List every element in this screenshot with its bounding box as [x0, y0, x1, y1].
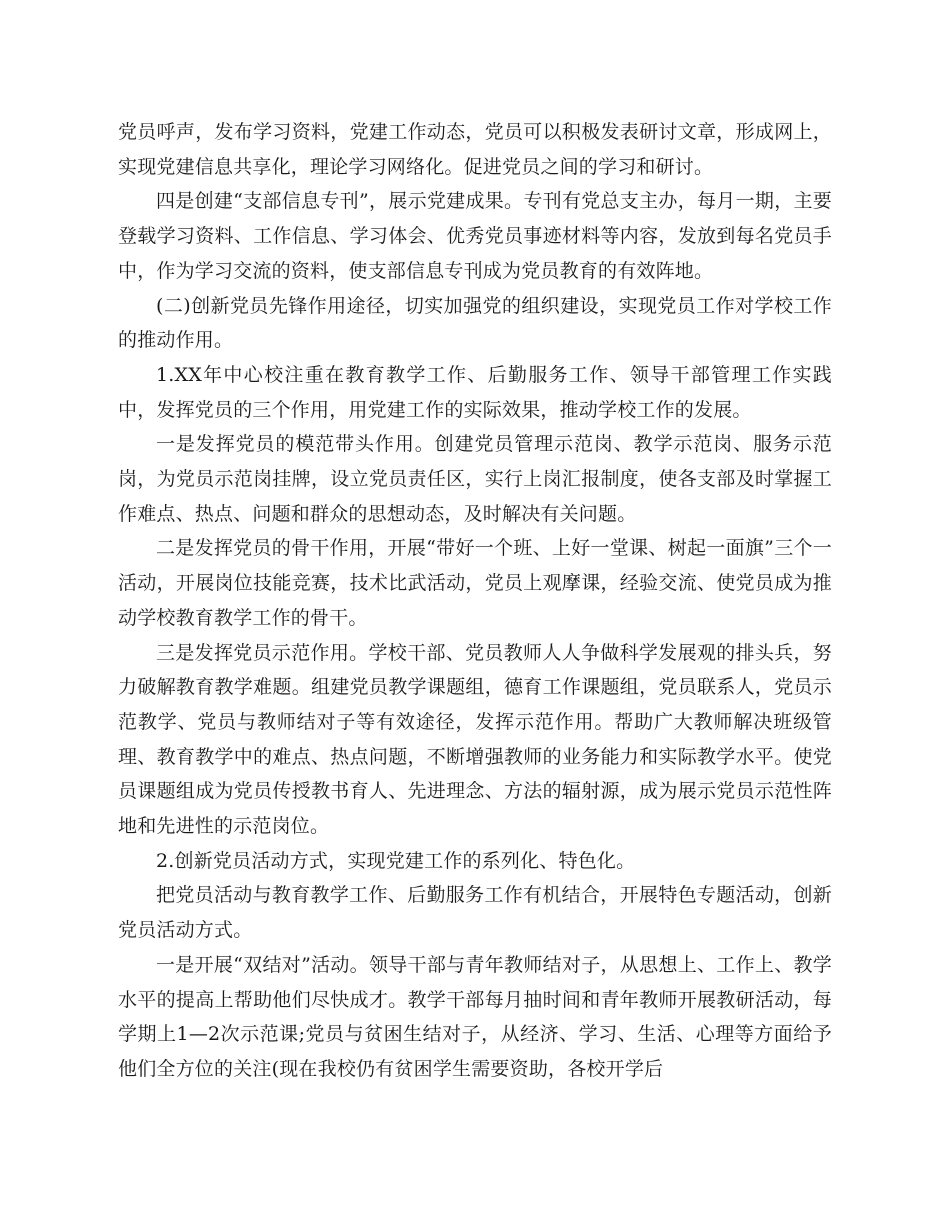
paragraph: 2.创新党员活动方式，实现党建工作的系列化、特色化。	[156, 849, 636, 872]
paragraph: 1.XX年中心校注重在教育教学工作、后勤服务工作、领导干部管理工作实践中，发挥党员的三个作用，用党建工作的实际效果，推动学校工作的发展。	[118, 363, 832, 421]
paragraph: 三是发挥党员示范作用。学校干部、党员教师人人争做科学发展观的排头兵，努力破解教育教学难题。组建党员教学课题组，德育工作课题组，党员联系人，党员示范教学、党员与教师结对子等有效途径，发挥示范作用。帮助广大教师解决班级管理、教育教学中的难点、热点问题，不断增强教师的业务能力和实际教学水平。使党员课题组成为党员传授教书育人、先进理念、方法的辐射源，成为展示党员示范性阵地和先进性的示范岗位。	[118, 641, 832, 838]
paragraph: (二)创新党员先锋作用途径，切实加强党的组织建设，实现党员工作对学校工作的推动作用。	[118, 294, 832, 352]
paragraph: 一是发挥党员的模范带头作用。创建党员管理示范岗、教学示范岗、服务示范岗，为党员示范岗挂牌，设立党员责任区，实行上岗汇报制度，使各支部及时掌握工作难点、热点、问题和群众的思想动态，及时解决有关问题。	[118, 433, 832, 525]
paragraph: 把党员活动与教育教学工作、后勤服务工作有机结合，开展特色专题活动，创新党员活动方式。	[118, 884, 832, 942]
paragraph: 二是发挥党员的骨干作用，开展“带好一个班、上好一堂课、树起一面旗”三个一活动，开展岗位技能竞赛，技术比武活动，党员上观摩课，经验交流、使党员成为推动学校教育教学工作的骨干。	[118, 537, 832, 629]
document-body	[118, 115, 832, 1087]
paragraph: 一是开展“双结对”活动。领导干部与青年教师结对子，从思想上、工作上、教学水平的提高上帮助他们尽快成才。教学干部每月抽时间和青年教师开展教研活动，每学期上1—2次示范课;党员与贫困生结对子，从经济、学习、生活、心理等方面给予他们全方位的关注(现在我校仍有贫困学生需要资助，各校开学后	[118, 953, 832, 1080]
paragraph: 党员呼声，发布学习资料，党建工作动态，党员可以积极发表研讨文章，形成网上，实现党建信息共享化，理论学习网络化。促进党员之间的学习和研讨。	[118, 121, 832, 178]
paragraph: 四是创建“支部信息专刊”，展示党建成果。专刊有党总支主办，每月一期，主要登载学习资料、工作信息、学习体会、优秀党员事迹材料等内容，发放到每名党员手中，作为学习交流的资料，使支部信息专刊成为党员教育的有效阵地。	[118, 190, 832, 282]
